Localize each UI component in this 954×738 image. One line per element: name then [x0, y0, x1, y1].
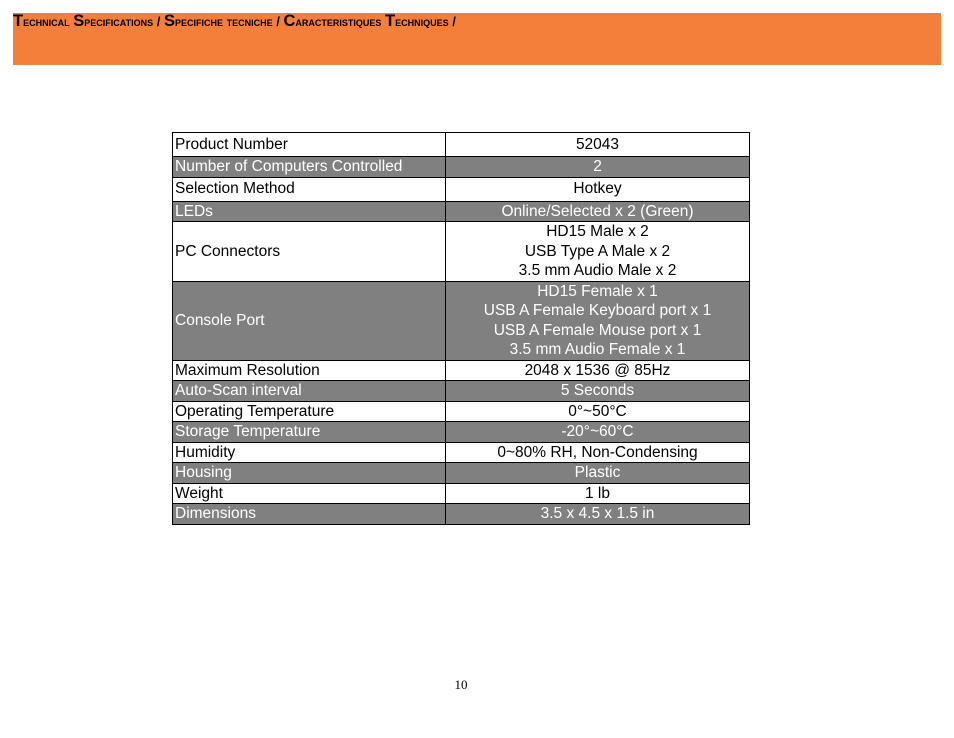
title-separator: /: [156, 14, 161, 29]
table-row: [173, 463, 750, 484]
table-row: [173, 422, 750, 443]
table-row: [173, 360, 750, 381]
table-row: [173, 222, 750, 282]
spec-value-line: 3.5 mm Audio Male x 2: [518, 262, 677, 279]
spec-label: Product Number: [173, 133, 446, 157]
spec-label: Dimensions: [173, 504, 446, 525]
spec-label: Housing: [173, 463, 446, 484]
title-word: Specifications: [73, 12, 154, 30]
spec-value: Hotkey: [446, 177, 750, 201]
spec-label: Weight: [173, 483, 446, 504]
specifications-table: [172, 132, 750, 525]
spec-value: -20°~60°C: [446, 422, 750, 443]
spec-label: Storage Temperature: [173, 422, 446, 443]
spec-label: Operating Temperature: [173, 401, 446, 422]
spec-label: Number of Computers Controlled: [173, 157, 446, 178]
table-row: [173, 381, 750, 402]
table-row: [173, 157, 750, 178]
spec-label: PC Connectors: [173, 222, 446, 282]
table-row: [173, 201, 750, 222]
title-separator: /: [276, 14, 280, 29]
spec-value: 0~80% RH, Non-Condensing: [446, 442, 750, 463]
spec-label: Maximum Resolution: [173, 360, 446, 381]
spec-value: [446, 281, 750, 360]
spec-value: 2048 x 1536 @ 85Hz: [446, 360, 750, 381]
spec-value-line: HD15 Female x 1: [537, 282, 658, 300]
page-number: 10: [454, 677, 468, 692]
table-row: [173, 177, 750, 201]
title-word: Specifiche tecniche: [163, 12, 273, 30]
spec-value: 3.5 x 4.5 x 1.5 in: [446, 504, 750, 525]
spec-value: 2: [446, 157, 750, 178]
page-title: [13, 13, 456, 30]
spec-value: Online/Selected x 2 (Green): [446, 201, 750, 222]
spec-value: [446, 222, 750, 282]
table-row: [173, 483, 750, 504]
spec-label: Humidity: [173, 442, 446, 463]
title-word: Caracteristiques: [283, 12, 382, 30]
spec-value-line: 3.5 mm Audio Female x 1: [509, 341, 686, 358]
title-word: Techniques: [385, 12, 449, 30]
table-row: [173, 442, 750, 463]
spec-label: Console Port: [173, 281, 446, 360]
spec-value: 0°~50°C: [446, 401, 750, 422]
title-word: Technical: [13, 12, 70, 30]
title-separator: /: [452, 14, 456, 29]
spec-value-line: USB Type A Male x 2: [524, 242, 671, 260]
spec-value-line: HD15 Male x 2: [546, 223, 649, 240]
spec-label: LEDs: [173, 201, 446, 222]
spec-label: Selection Method: [173, 177, 446, 201]
spec-value-line: USB A Female Keyboard port x 1: [483, 302, 712, 319]
spec-value-line: USB A Female Mouse port x 1: [493, 321, 702, 339]
spec-value: 1 lb: [446, 483, 750, 504]
table-row: [173, 133, 750, 157]
header-banner: [13, 13, 941, 65]
spec-value: Plastic: [446, 463, 750, 484]
spec-value: 5 Seconds: [446, 381, 750, 402]
spec-value: 52043: [446, 133, 750, 157]
spec-label: Auto-Scan interval: [173, 381, 446, 402]
table-row: [173, 401, 750, 422]
table-row: [173, 281, 750, 360]
table-row: [173, 504, 750, 525]
